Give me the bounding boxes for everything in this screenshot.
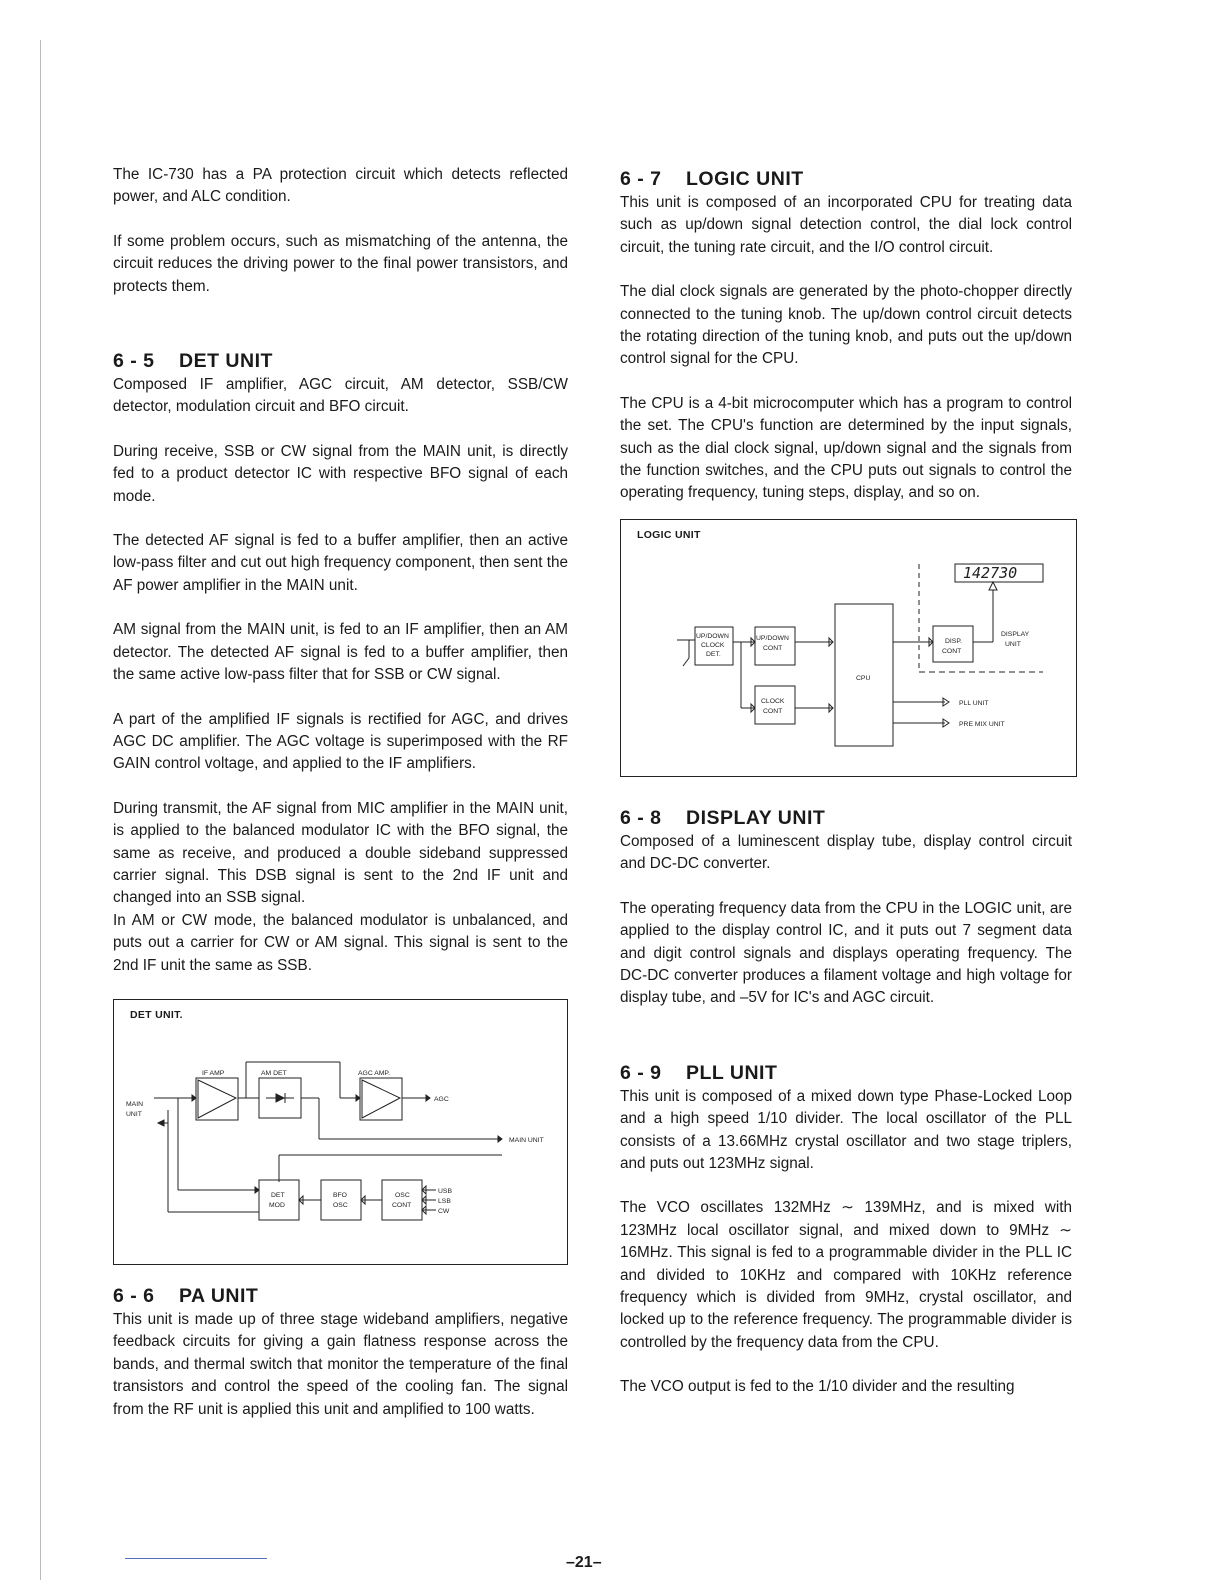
section-number: 6 - 7	[620, 168, 662, 190]
if-amp-label: IF AMP	[202, 1069, 225, 1077]
logic-paragraph-2: The dial clock signals are generated by the photo-chopper directly connected to the tuning knob. The up/down control circuit detects the rotating direction of the tuning knob, and puts out the up/down control signal for the CPU.	[620, 283, 1072, 368]
left-column	[113, 164, 568, 1443]
display-readout: 142730	[963, 563, 1018, 582]
det-mod-label-1: DET	[271, 1191, 285, 1199]
cpu-label: CPU	[856, 674, 871, 682]
agc-output-label: AGC	[434, 1095, 449, 1103]
pll-paragraph-2: The VCO oscillates 132MHz ∼ 139MHz, and is mixed with 123MHz local oscillator signal, and mixed down to 9MHz ∼ 16MHz. This signal is fed to a programmable divider in the PLL IC and divided to 10KHz and compared with 10KHz reference frequency which is divided from 9MHz, crystal oscillator, and locked up to the reference frequency. The programmable divider is controlled by the frequency data from the CPU.	[620, 1199, 1072, 1351]
bfo-osc-label-1: BFO	[333, 1191, 347, 1199]
disp-cont-label-1: DISP.	[945, 637, 962, 645]
det-paragraph-2: During receive, SSB or CW signal from the MAIN unit, is directly fed to a product detector IC with respective BFO signal of each mode.	[113, 442, 568, 505]
det-diagram-title: DET UNIT.	[130, 1008, 183, 1021]
section-number: 6 - 9	[620, 1061, 662, 1084]
section-number: 6 - 6	[113, 1284, 155, 1307]
disp-cont-label-2: CONT	[942, 647, 962, 655]
section-title: PA UNIT	[179, 1284, 259, 1307]
display-paragraph-2: The operating frequency data from the CPU in the LOGIC unit, are applied to the display control IC, and it puts out 7 segment data and digit control signals and displays operating frequency. The DC-DC converter produces a filament voltage and high voltage for display tube, and –5V for IC's and AGC circuit.	[620, 899, 1072, 1007]
updown-det-label-1: UP/DOWN	[696, 632, 729, 640]
display-unit-label-1: DISPLAY	[1001, 630, 1030, 638]
logic-unit-diagram	[620, 519, 1077, 777]
footer-rule	[125, 1558, 267, 1559]
section-title: DET UNIT	[179, 350, 273, 373]
section-heading-pll-unit	[620, 1060, 1072, 1086]
pll-unit-label: PLL UNIT	[959, 699, 989, 707]
det-paragraph-4: AM signal from the MAIN unit, is fed to an IF amplifier, then an AM detector. The detected AF signal is fed to a buffer amplifier, then the same active low-pass filter that for SSB or CW signal.	[113, 621, 568, 684]
logic-diagram-svg	[621, 520, 1078, 778]
det-paragraph-3: The detected AF signal is fed to a buffer amplifier, then an active low-pass filter and cut out high frequency component, then sent the AF power amplifier in the MAIN unit.	[113, 532, 568, 594]
page-margin-line	[40, 40, 41, 1580]
logic-diagram-title: LOGIC UNIT	[637, 528, 701, 541]
usb-label: USB	[438, 1187, 452, 1195]
osc-cont-label-1: OSC	[395, 1191, 410, 1199]
updown-cont-label-1: UP/DOWN	[756, 634, 789, 642]
pll-paragraph-1: This unit is composed of a mixed down type Phase-Locked Loop and a high speed 1/10 divider. The local oscillator of the PLL consists of a 13.66MHz crystal oscillator and two stage triplers, and puts out 123MHz signal.	[620, 1087, 1072, 1172]
pa-paragraph-1: This unit is made up of three stage wideband amplifiers, negative feedback circuits for giving a gain flatness response across the bands, and thermal switch that monitor the temperature of the final transistors and control the speed of the cooling fan. The signal from the RF unit is applied this unit and amplified to 100 watts.	[113, 1310, 568, 1418]
updown-det-label-2: CLOCK	[701, 641, 725, 649]
det-mod-label-2: MOD	[269, 1201, 285, 1209]
pll-paragraph-3: The VCO output is fed to the 1/10 divider and the resulting	[620, 1378, 1015, 1396]
am-det-label: AM DET	[261, 1069, 287, 1077]
premix-unit-label: PRE MIX UNIT	[959, 720, 1005, 728]
det-diagram-svg	[114, 1000, 569, 1266]
det-unit-diagram	[113, 999, 568, 1265]
logic-paragraph-1: This unit is composed of an incorporated CPU for treating data such as up/down signal detection control, the dial lock control circuit, the tuning rate circuit, and the I/O control circuit.	[620, 194, 1072, 256]
lsb-label: LSB	[438, 1197, 451, 1205]
section-title: PLL UNIT	[686, 1061, 778, 1084]
updown-det-label-3: DET.	[706, 650, 721, 658]
display-paragraph-1: Composed of a luminescent display tube, display control circuit and DC-DC converter.	[620, 832, 1072, 873]
logic-paragraph-3: The CPU is a 4-bit microcomputer which has a program to control the set. The CPU's function are determined by the input signals, such as the dial clock signal, up/down signal and the signals from the function switches, and the CPU puts out signals to control the operating frequency, tuning steps, display, and so on.	[620, 394, 1072, 502]
section-heading-logic-unit	[620, 166, 1072, 192]
section-title: DISPLAY UNIT	[686, 806, 826, 829]
section-heading-display-unit	[620, 805, 1072, 831]
det-paragraph-6b: In AM or CW mode, the balanced modulator is unbalanced, and puts out a carrier for CW or AM signal. This signal is sent to the 2nd IF unit the same as SSB.	[113, 911, 568, 974]
intro-paragraph-2: If some problem occurs, such as mismatching of the antenna, the circuit reduces the driving power to the final power transistors, and protects them.	[113, 232, 568, 295]
det-paragraph-5: A part of the amplified IF signals is rectified for AGC, and drives AGC DC amplifier. The AGC voltage is superimposed with the RF GAIN control voltage, and applied to the IF amplifiers.	[113, 710, 568, 773]
section-title: LOGIC UNIT	[686, 168, 804, 190]
section-number: 6 - 5	[113, 350, 155, 373]
det-paragraph-6a: During transmit, the AF signal from MIC amplifier in the MAIN unit, is applied to the balanced modulator IC with the BFO signal, the same as receive, and produced a double sideband suppressed carrier signal. This DSB signal is sent to the 2nd IF unit and changed into an SSB signal.	[113, 799, 568, 907]
right-column	[620, 166, 1072, 1421]
main-unit-input-label-1: MAIN	[126, 1100, 143, 1108]
section-heading-det-unit	[113, 348, 568, 374]
display-unit-label-2: UNIT	[1005, 640, 1021, 648]
bfo-osc-label-2: OSC	[333, 1201, 348, 1209]
intro-paragraph-1: The IC-730 has a PA protection circuit which detects reflected power, and ALC condition.	[113, 166, 568, 206]
updown-cont-label-2: CONT	[763, 644, 783, 652]
section-heading-pa-unit	[113, 1283, 568, 1309]
page-number: –21–	[566, 1554, 602, 1571]
agc-amp-label: AGC AMP.	[358, 1069, 390, 1077]
det-paragraph-1: Composed IF amplifier, AGC circuit, AM detector, SSB/CW detector, modulation circuit and BFO circuit.	[113, 376, 568, 416]
main-unit-output-label: MAIN UNIT	[509, 1136, 544, 1144]
osc-cont-label-2: CONT	[392, 1201, 412, 1209]
clock-cont-label-2: CONT	[763, 707, 783, 715]
main-unit-input-label-2: UNIT	[126, 1110, 142, 1118]
section-number: 6 - 8	[620, 806, 662, 829]
clock-cont-label-1: CLOCK	[761, 697, 785, 705]
cw-label: CW	[438, 1207, 450, 1215]
